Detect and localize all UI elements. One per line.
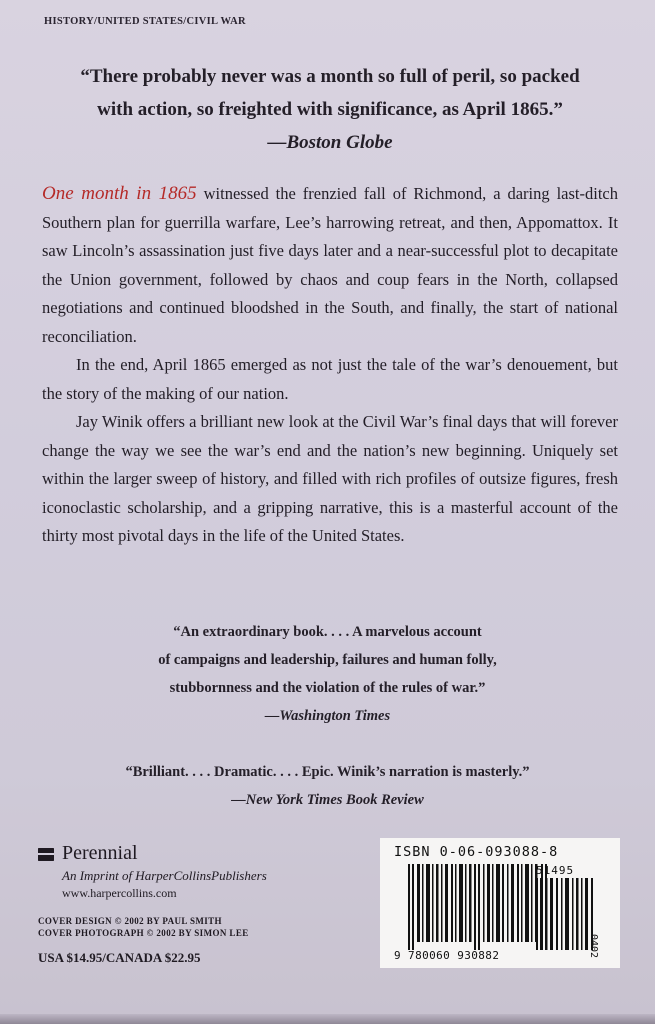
washington-times-quote	[60, 618, 595, 730]
ean-barcode	[408, 864, 548, 950]
barcode-panel	[380, 838, 620, 968]
lead-phrase: One month in 1865	[42, 183, 197, 204]
quote-line: of campaigns and leadership, failures and human folly,	[158, 652, 497, 668]
description-paragraph: Jay Winik offers a brilliant new look at the Civil War’s final days that will forever change the way we see the war’s end and the nation’s new beginning. Uniquely set within the larger sweep of history, and filled with rich profiles of outsize figures, fresh iconoclastic scholarship, and a gripping narrative, this is a masterful account of the thirty most pivotal days in the life of the United States.	[42, 412, 618, 545]
category-label: HISTORY/UNITED STATES/CIVIL WAR	[44, 16, 246, 27]
isbn-number: ISBN 0-06-093088-8	[394, 844, 559, 860]
quote-line: “There probably never was a month so full of peril, so packed	[80, 66, 580, 87]
quote-line: with action, so freighted with significance, as April 1865.”	[97, 99, 563, 120]
paragraph-text: witnessed the frenzied fall of Richmond, a daring last-ditch Southern plan for guerrilla warfare, Lee’s harrowing retreat, and then, Appomattox. It saw Lincoln’s assassination just five days later and a near-successful plot to decapitate the Union government, followed by chaos and coup fears in the North, collapsed negotiations and continued bloodshed in the South, and finally, the start of national reconciliation.	[42, 184, 618, 346]
ean-number: 9 780060 930882	[394, 949, 500, 962]
description-paragraph: In the end, April 1865 emerged as not just the tale of the war’s denouement, but the story of the making of our nation.	[42, 355, 618, 403]
price-label: USA $14.95/CANADA $22.95	[38, 950, 201, 965]
publisher-name: Perennial	[62, 842, 138, 864]
book-description	[42, 180, 618, 551]
cover-edge	[0, 1014, 655, 1024]
nyt-review-quote	[60, 758, 595, 814]
photo-credit: COVER PHOTOGRAPH © 2002 BY SIMON LEE	[38, 928, 249, 938]
quote-source: —Boston Globe	[267, 132, 393, 153]
boston-globe-quote	[40, 60, 620, 159]
quote-line: “An extraordinary book. . . . A marvelous account	[173, 624, 482, 640]
quote-line: “Brilliant. . . . Dramatic. . . . Epic. Winik’s narration is masterly.”	[125, 764, 530, 780]
description-paragraph	[42, 180, 618, 351]
quote-line: stubbornness and the violation of the rules of war.”	[169, 680, 486, 696]
imprint-line: An Imprint of HarperCollinsPublishers	[62, 868, 267, 883]
torch-logo-icon	[38, 848, 54, 861]
cover-credits	[38, 915, 249, 939]
price-barcode	[536, 878, 594, 950]
quote-source: —Washington Times	[264, 708, 391, 724]
side-code: 0402	[588, 934, 599, 959]
price-code: 51495	[536, 864, 575, 877]
quote-source: —New York Times Book Review	[231, 792, 424, 808]
design-credit: COVER DESIGN © 2002 BY PAUL SMITH	[38, 916, 222, 926]
publisher-url: www.harpercollins.com	[62, 886, 177, 900]
publisher-block	[38, 842, 267, 901]
